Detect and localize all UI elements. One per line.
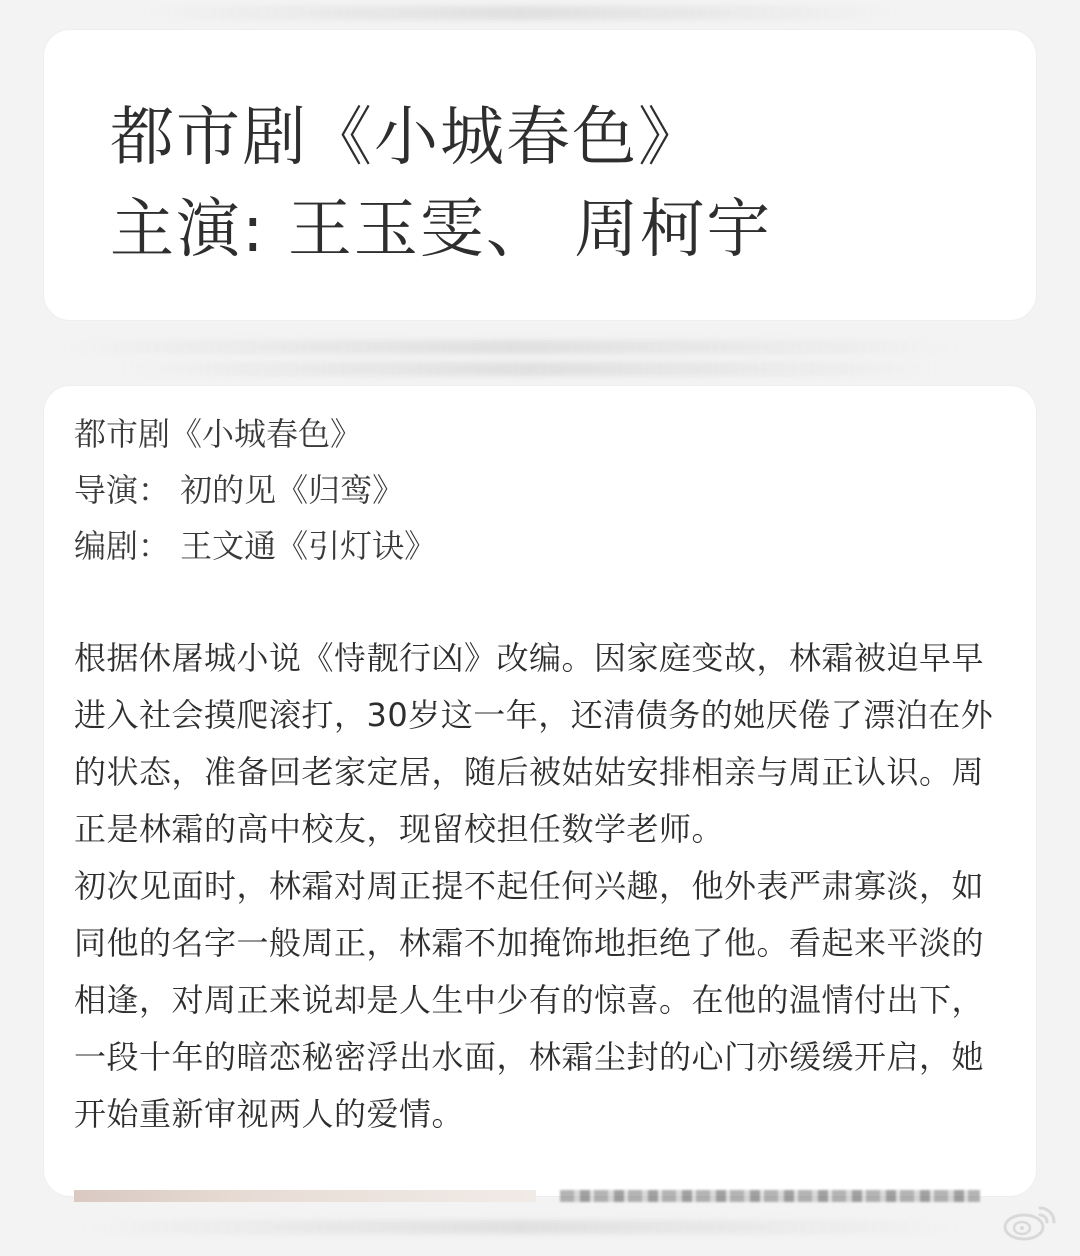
credit-title: 都市剧《小城春色》 — [74, 415, 363, 453]
credit-writer: 编剧： 王文通《引灯诀》 — [74, 527, 437, 565]
weibo-logo-icon — [1000, 1202, 1058, 1242]
background-residue — [80, 1220, 960, 1234]
background-residue — [140, 6, 900, 20]
cast-line: 主演: 王玉雯、 周柯宇 — [110, 193, 773, 267]
spacer — [74, 574, 1006, 630]
synopsis-paragraph-1: 根据休屠城小说《恃靓行凶》改编。因家庭变故，林霜被迫早早进入社会摸爬滚打，30岁这一年，还清债务的她厌倦了漂泊在外的状态，准备回老家定居，随后被姑姑安排相亲与周正认识。周正是林霜的高中校友，现留校担任数学老师。 — [74, 639, 994, 848]
synopsis-paragraph-2: 初次见面时，林霜对周正提不起任何兴趣，他外表严肃寡淡，如同他的名字一般周正，林霜不加掩饰地拒绝了他。看起来平淡的相逢，对周正来说却是人生中少有的惊喜。在他的温情付出下，一段十年的暗恋秘密浮出水面，林霜尘封的心门亦缓缓开启，她开始重新审视两人的爱情。 — [74, 867, 985, 1133]
title-card — [44, 30, 1036, 320]
next-caption-edge — [560, 1190, 980, 1202]
drama-title: 都市剧《小城春色》 — [110, 101, 704, 175]
credit-director: 导演： 初的见《归鸾》 — [74, 471, 405, 509]
background-residue — [120, 362, 940, 376]
background-residue — [60, 340, 960, 354]
next-image-edge — [74, 1190, 536, 1202]
info-card — [44, 386, 1036, 1196]
